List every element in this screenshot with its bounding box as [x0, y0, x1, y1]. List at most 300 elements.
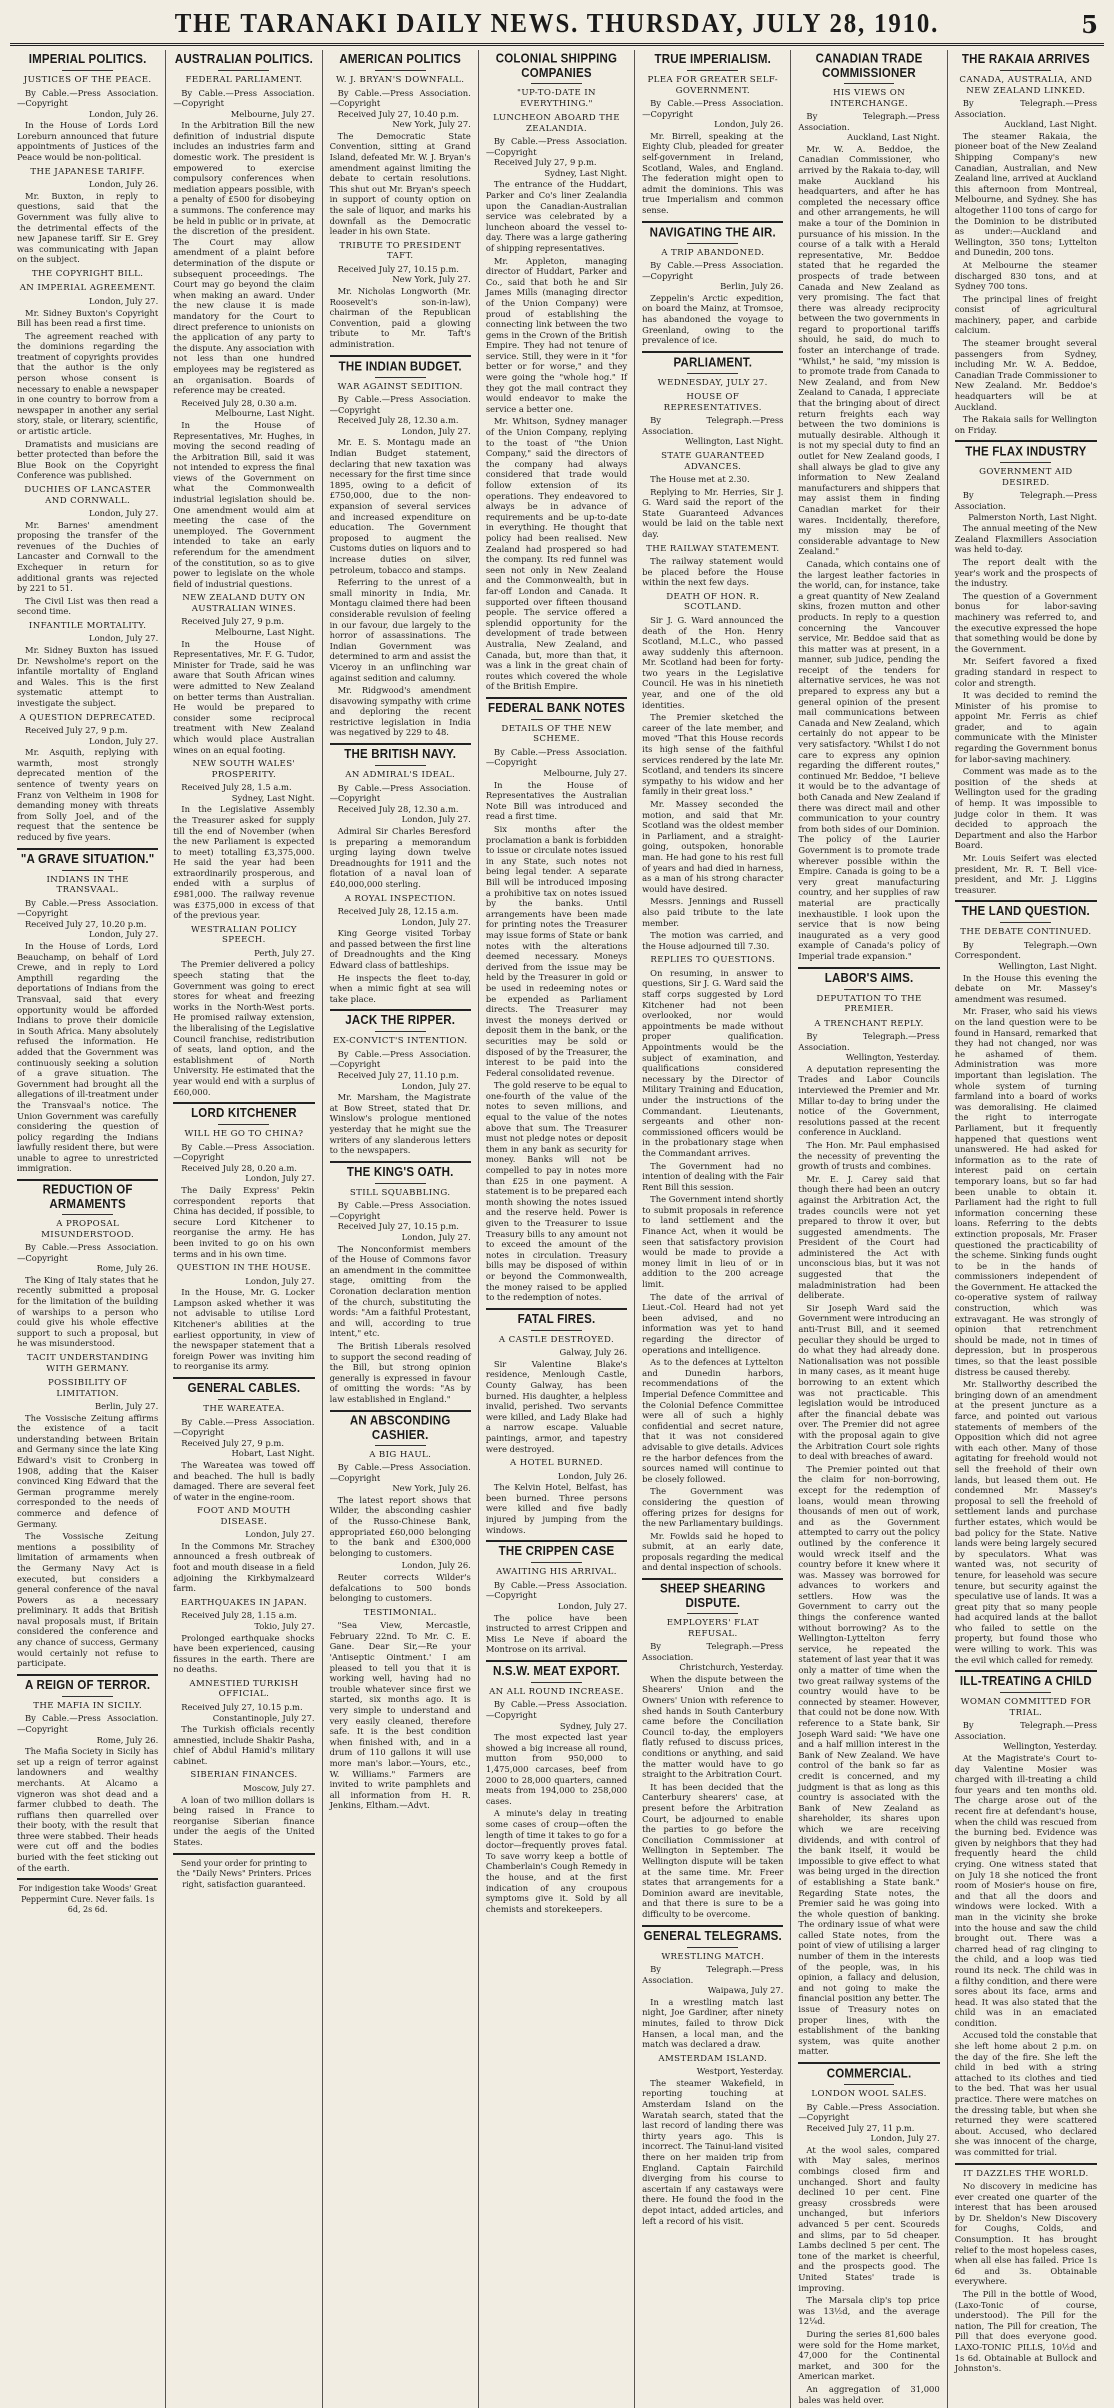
article-dateline: London, July 27. [245, 1529, 315, 1540]
article-paragraph: In the House of Representatives, Mr. Hughes, in moving the second reading of the Arbitration Bill, said it was not intended to express the final views of the Government on what the Commonwealth industrial legislation should be. One amendment would aim at meeting the case of the unemployed. The Government intended to take an early referendum for the amendment of the constitution, so as to give power to legislate on the whole field of industrial questions. [173, 419, 315, 589]
article [173, 1102, 314, 1372]
article-paragraph: The Nonconformist members of the House of Commons favor an amendment in the committee stage, omitting from the Coronation declaration mention of the church, substituting the words: "Am a faithful Protestant, and will, according to true intent," etc. [329, 1243, 471, 1339]
article-paragraph: The principal lines of freight consist of agricultural machinery, paper, and carbide calcium. [954, 293, 1097, 336]
headline-rule [687, 1613, 738, 1614]
article-subhead: EMPLOYERS' FLAT REFUSAL. [666, 1618, 759, 1639]
article-headline: LORD KITCHENER [191, 1107, 297, 1121]
article-paragraph: Mr. Sidney Buxton's Copyright Bill has been read a first time. [17, 307, 159, 329]
newspaper-title: THE TARANAKI DAILY NEWS. THURSDAY, JULY 28, 1910. [174, 8, 940, 38]
headline-rule [218, 1124, 269, 1125]
article-subhead: DETAILS OF THE NEW SCHEME. [501, 723, 612, 745]
article-paragraph: Zeppelin's Arctic expedition, on board the Mainz, at Tromsoe, has abandoned the voyage to Greenland, owing to the prevalence of ice. [642, 292, 784, 346]
article-paragraph: In the House of Lords Lord Loreburn announced that future appointments of Justices of the Peace would be non-political. [17, 120, 159, 163]
article-subhead: NEW ZEALAND DUTY ON AUSTRALIAN WINES. [182, 593, 306, 614]
article-paragraph: Mr. Sidney Buxton has issued Dr. Newsholme's report on the infantile mortality of England and Wales. This is the first systematic attempt to investigate the subject. [17, 645, 159, 708]
article [642, 1578, 783, 1919]
article-byline: Received July 27, 11 p.m. [806, 2122, 915, 2133]
article-byline: By Cable.—Press Association.—Copyright [485, 1699, 628, 1720]
article-paragraph: Replying to Mr. Herries, Sir J. G. Ward said the report of the State Guaranteed Advances would be laid on the table next day. [642, 486, 784, 540]
article-paragraph: The steamer brought several passengers from Sydney, including Mr. W. A. Beddoe, Canadian Trade Commissioner to New Zealand. Mr. Beddoe's headquarters will be at Auckland. [954, 338, 1097, 412]
article-subhead: NEW SOUTH WALES' PROSPERITY. [192, 759, 296, 780]
article-dateline: London, July 26. [557, 1470, 628, 1481]
article-divider [955, 2163, 1097, 2165]
article-dateline: London, July 27. [89, 633, 159, 644]
article-subhead: HIS VIEWS ON INTERCHANGE. [830, 88, 908, 109]
article [955, 54, 1097, 435]
article-divider [486, 697, 627, 699]
article-divider [798, 2062, 939, 2064]
article-byline: By Cable.—Press Association.—Copyright [485, 136, 628, 157]
article-paragraph: Prolonged earthquake shocks have been experienced, causing fissures in the earth. There are no deaths. [173, 1632, 315, 1675]
article-paragraph: When the dispute between the Shearers' Union and the Owners' Union with reference to shed hands in South Canterbury came before the Conciliation Council to-day, the employers flatly refused to discuss prices, conditions or anything, and said the matter would have to go straight to the Arbitration Court. [642, 1673, 784, 1780]
article-paragraph: King George visited Torbay and passed between the first line of Dreadnoughts and the King Edward class of battleships. [329, 928, 471, 970]
article-byline: Received July 28, 12.30 a.m. [337, 803, 459, 814]
article-divider [17, 848, 158, 850]
article-byline: Received July 28, 1.15 a.m. [181, 1610, 297, 1621]
article-subhead: A QUESTION DEPRECATED. [19, 712, 156, 723]
headline-rule [531, 719, 582, 720]
article-divider [17, 1878, 158, 1880]
article-paragraph: Referring to the unrest of a small minority in India, Mr. Montagu claimed there had been considerable revulsion of feeling in our favour, due largely to the horror of assassinations. The Indian Government was determined to arm and assist the Viceroy in an unflinching war against sedition and calumny. [329, 577, 471, 683]
article-subhead: WAR AGAINST SEDITION. [337, 381, 463, 392]
article-subhead: FEDERAL PARLIAMENT. [185, 75, 303, 85]
article-subhead: SIBERIAN FINANCES. [190, 1770, 298, 1781]
article-paragraph: Dramatists and musicians are better protected than before the Blue Book on the Copyright Conference was published. [17, 438, 159, 481]
article-subhead: THE DEBATE CONTINUED. [960, 927, 1092, 938]
article-paragraph: The Government intend shortly to submit proposals in reference to land settlement and the Finance Act, when it would be seen that satisfactory provision would be made to provide a money limit in lieu of or in addition to the 200 acreage limit. [642, 1194, 784, 1290]
article-headline: THE KING'S OATH. [346, 1166, 454, 1180]
article-subhead: WEDNESDAY, JULY 27. [657, 377, 768, 388]
article-dateline: Wellington, Yesterday. [845, 1052, 940, 1063]
article-paragraph: Mr. W. A. Beddoe, the Canadian Commissioner, who arrived by the Rakaia to-day, will make Auckland his headquarters, and after he has completed the necessary office and other arrangements, he will make a tour of the Dominion in pursuance of his mission. In the course of a talk with a Herald representative, Mr. Beddoe stated that he regarded the prospects of trade between Canada and New Zealand as very promising. The fact that there was already reciprocity between the two governments in regard to proportional tariffs should, he said, do much to foster an interchange of trade. "Whilst," he said, "my mission is to promote trade from Canada to New Zealand, and from New Zealand to Canada, I appreciate that the bringing about of direct return freights each way between the two dominions is mutually desirable. Although it is not my special duty to find an outlet for New Zealand goods, I shall always be glad to give any information to New Zealand manufacturers and shippers that may assist them in finding Canadian market for their wares. Incidentally, therefore, my mission may be of considerable advantage to New Zealand." [798, 143, 940, 557]
article-headline: THE LAND QUESTION. [961, 905, 1090, 919]
article [486, 1660, 627, 1914]
article-dateline: Auckland, Last Night. [847, 132, 940, 143]
article-subhead: GOVERNMENT AID DESIRED. [979, 467, 1073, 488]
headline-rule [531, 1562, 582, 1563]
article-dateline: London, July 26. [89, 179, 159, 190]
article [17, 54, 158, 843]
article-byline: Received July 28, 0.20 a.m. [181, 1162, 297, 1173]
headline-rule [218, 70, 269, 71]
article-byline: By Cable.—Press Association.—Copyright [798, 2101, 940, 2123]
article-paragraph: During the series 81,600 bales were sold for the Home market, 47,000 for the Continental market, and 300 for the American market. [798, 2328, 940, 2382]
article-subhead: INFANTILE MORTALITY. [28, 620, 147, 631]
article-byline: By Cable.—Press Association.—Copyright [329, 1462, 471, 1483]
article-paragraph: The Kelvin Hotel, Belfast, has been burned. Three persons were killed and five badly injured by jumping from the windows. [485, 1482, 628, 1535]
article-subhead: EX-CONVICT'S INTENTION. [332, 1036, 468, 1047]
article-byline: By Cable.—Press Association.—Copyright [329, 1048, 471, 1070]
article-paragraph: Mr. Marsham, the Magistrate at Bow Street, stated that Dr. Winslow's prologue mentioned yesterday that he might sue the writers of any slanderous letters to the newspapers. [329, 1092, 471, 1156]
article-paragraph: Mr. Birrell, speaking at the Eighty Club, pleaded for greater self-government in Ireland, Scotland, Wales, and England. The federation might open to admit the dominions. This was true Imperialism and common sense. [642, 130, 784, 215]
article-headline: THE FLAX INDUSTRY [965, 445, 1087, 459]
article-dateline: London, July 27. [401, 1080, 471, 1091]
headline-rule [375, 1031, 426, 1032]
article-dateline: London, July 27. [89, 295, 159, 306]
article-paragraph: The question of a Government bonus for labor-saving machinery was referred to, and the executive expressed the hope that something would be done by the Government. [954, 590, 1097, 654]
article [486, 1540, 627, 1655]
article-headline: "A GRAVE SITUATION." [20, 852, 155, 867]
article-byline: By Telegraph.—Press Association. [642, 415, 784, 436]
article [642, 54, 783, 216]
article-paragraph: The police have been instructed to arrest Crippen and Miss Le Neve if aboard the Montrose on its arrival. [485, 1612, 628, 1655]
article-paragraph: The entrance of the Huddart, Parker and Co's liner Zealandia upon the Canadian-Australian service was celebrated by a luncheon aboard the vessel to-day. There was a large gathering of shipping representatives. [485, 179, 628, 253]
headline-rule [844, 989, 895, 990]
headline-rule [844, 83, 895, 84]
article-paragraph: The House met at 2.30. [650, 474, 750, 485]
article [17, 1878, 158, 1916]
article-headline: AMERICAN POLITICS [339, 53, 461, 67]
headline-rule [687, 70, 738, 71]
article-paragraph: Sir Valentine Blake's residence, Menlough Castle, County Galway, has been burned. His daughter, a helpless invalid, perished. Two servants were killed, and Lady Blake had a narrow escape. Valuable paintings, armor, and tapestry were destroyed. [485, 1358, 628, 1454]
masthead [10, 8, 1104, 46]
article-dateline: London, July 26. [89, 108, 159, 119]
article-subhead: STILL SQUABBLING. [349, 1187, 451, 1198]
article-paragraph: The Democratic State Convention, sitting at Grand Island, defeated Mr. W. J. Bryan's amendment against limiting the debate to certain resolutions. This shut out Mr. Bryan's speech in support of county option on the sale of liquor, and marks his downfall as the Democratic leader in his own State. [329, 130, 471, 237]
article-dateline: Christchurch, Yesterday. [679, 1662, 784, 1673]
article-divider [955, 1670, 1097, 1672]
article [17, 848, 158, 1174]
article-byline: Received July 28, 0.30 a.m. [181, 397, 297, 408]
article-paragraph: At Melbourne the steamer discharged 830 tons, and at Sydney 700 tons. [954, 259, 1097, 292]
article-dateline: Berlin, July 26. [720, 281, 784, 292]
article-paragraph: An aggregation of 31,000 bales was held over. [798, 2383, 940, 2405]
article-paragraph: The date of the arrival of Lieut.-Col. Heard had not yet been advised, and no information was yet to hand regarding the director of operations and intelligence. [642, 1291, 784, 1355]
article-headline: N.S.W. MEAT EXPORT. [493, 1665, 620, 1679]
article-headline: LABOR'S AIMS. [824, 971, 914, 986]
article-headline: THE RAKAIA ARRIVES [961, 53, 1090, 67]
article-headline: JACK THE RIPPER. [345, 1014, 456, 1028]
article-divider [17, 1674, 158, 1676]
article-paragraph: The latest report shows that Wilder, the absconding cashier of the Russo-Chinese Bank, appropriated £60,000 belonging to the bank and £300,000 belonging to customers. [329, 1494, 471, 1558]
headline-rule [375, 1183, 426, 1184]
article-byline: By Telegraph.—Press Association. [954, 98, 1097, 119]
article-dateline: London, July 27. [401, 425, 471, 436]
article-headline: TRUE IMPERIALISM. [654, 53, 772, 67]
article-paragraph: The Rakaia sails for Wellington on Friday. [954, 414, 1097, 435]
article-paragraph: In the Commons Mr. Strachey announced a fresh outbreak of foot and mouth disease in a field adjoining the Kirkbymalzeard farm. [173, 1540, 315, 1594]
article-paragraph: Messrs. Jennings and Russell also paid tribute to the late member. [642, 896, 784, 928]
article-divider [486, 1540, 627, 1542]
article-subhead: A CASTLE DESTROYED. [498, 1334, 615, 1345]
article-paragraph: He inspects the fleet to-day, when a mimic fight at sea will take place. [329, 972, 471, 1004]
article-headline: GENERAL CABLES. [187, 1382, 301, 1396]
article-subhead: W. J. BRYAN'S DOWNFALL. [336, 75, 465, 85]
article-byline: By Cable.—Press Association.—Copyright [173, 1141, 315, 1163]
article-divider [642, 221, 783, 223]
article-divider [330, 1161, 471, 1163]
article-subhead: AMNESTIED TURKISH OFFICIAL. [189, 1678, 299, 1700]
article [798, 967, 939, 2058]
article-subhead: A BIG HAUL. [369, 1449, 432, 1460]
article-paragraph: In the House this evening the debate on Mr. Massey's amendment was resumed. [954, 972, 1097, 1004]
article-byline: By Cable.—Press Association.—Copyright [642, 98, 784, 119]
article-subhead: PLEA FOR GREATER SELF-GOVERNMENT. [647, 75, 779, 96]
article [173, 1853, 314, 1891]
article-divider [955, 900, 1097, 902]
article [486, 1308, 627, 1536]
article [330, 743, 471, 1004]
article-paragraph: The Premier delivered a policy speech stating that the Government was going to erect stores for wheat and freezing works in the North-West ports. He promised railway extension, the liberalising of the Legislative Council franchise, redistribution of seats, land option, and the establishment of North University. He estimated that the year would end with a surplus of £60,000. [173, 959, 315, 1097]
article-paragraph: Reuter corrects Wilder's defalcations to 500 bonds belonging to customers. [329, 1572, 471, 1604]
article-paragraph: The King of Italy states that he recently submitted a proposal for the limitation of the building of warships to a person who could give his whole effective support to such a proposal, but he was misunderstood. [17, 1274, 159, 1349]
article-byline: By Cable.—Press Association.—Copyright [329, 1200, 471, 1221]
article-headline: COLONIAL SHIPPING COMPANIES [495, 52, 618, 81]
column-5 [635, 50, 791, 2408]
article-byline: Received July 27, 9 p.m. [25, 725, 128, 736]
article [798, 54, 939, 962]
article-subhead: DEPUTATION TO THE PREMIER. [816, 993, 922, 1014]
article-paragraph: In the Legislative Assembly the Treasurer asked for supply till the end of November (when the new Parliament is expected to meet) totalling £3,375,000. He said the year had been extraordinarily prosperous, and ended with a surplus of £981,000. The railway revenue was £375,000 in excess of that of the previous year. [173, 804, 315, 921]
article-paragraph: In the House, Mr. G. Locker Lampson asked whether it was not advisable to utilise Lord Kitchener's abilities at the earliest opportunity, in view of the newspaper statement that a foreign Power was inviting him to reorganise its army. [173, 1287, 315, 1372]
article-paragraph: The Government had no intention of dealing with the Fair Rent Bill this session. [642, 1160, 784, 1192]
article-paragraph: Comment was made as to the position of the sheds at Wellington used for the grading of hemp. It was impossible to judge color in them. It was decided to approach the Department and also the Harbor Board. [954, 766, 1097, 851]
article-paragraph: The gold reserve to be equal to one-fourth of the value of the notes to seven millions, and equal to the value of the notes above that sum. The Treasurer must not pledge notes or deposit them in any bank as security for money. Banks will not be compelled to pay in notes more than £25 in one payment. A statement is to be prepared each month showing the notes issued and the reserve held. Power is given to the Treasurer to issue Treasury bills to any amount not to exceed the amount of the notes in circulation. Treasury bills may be disposed of within or beyond the Commonwealth, the money raised to be applied to the redemption of notes. [485, 1080, 628, 1303]
article-divider [330, 743, 471, 745]
headline-rule [687, 1947, 738, 1948]
article-dateline: Rome, July 26. [96, 1734, 159, 1745]
article-subhead: DUCHIES OF LANCASTER AND CORNWALL. [24, 485, 152, 506]
article-dateline: Galway, July 26. [559, 1347, 628, 1358]
article-subhead: A PROPOSAL MISUNDERSTOOD. [41, 1219, 135, 1240]
article-divider [955, 440, 1097, 442]
article-subhead: "UP-TO-DATE IN EVERYTHING." [517, 88, 596, 109]
article-dateline: Wellington, Last Night. [684, 436, 784, 447]
headline-rule [531, 83, 582, 84]
article-headline: IMPERIAL POLITICS. [28, 53, 147, 67]
headline-rule [62, 70, 113, 71]
article-subhead: THE WAREATEA. [203, 1404, 285, 1415]
article-paragraph: At the wool sales, compared with May sales, merinos combings closed firm and unchanged. Short and faulty declined 10 per cent. Fine greasy crossbreds were unchanged, but inferiors advanced 5 per cent. Scoureds and slims, par to 5d cheaper. Lambs declined 5 per cent. The tone of the market is cheerful, and the prospects good. The United States' trade is improving. [798, 2144, 940, 2293]
article-byline: Received July 27, 10.15 p.m. [337, 263, 459, 274]
column-2 [166, 50, 322, 2408]
article-byline: Received July 27, 10.20 p.m. [25, 918, 147, 929]
headline-rule [531, 1682, 582, 1683]
article-paragraph: Mr. Nicholas Longworth (Mr. Roosevelt's son-in-law), chairman of the Republican Convention, paid a glowing tribute to Mr. Taft's administration. [329, 286, 471, 349]
article-paragraph: In the Arbitration Bill the new definition of industrial dispute includes an industries farm and domestic work. The president is empowered to exercise compulsory conferences when mediation appears possible, with a penalty of £500 for disobeying a summons. The conference may be held in public or in private, at the discretion of the president. The Court may allow amendment of a plaint before determination of the dispute or subsequent proceedings. The Court may go beyond the claim when making an award. Under the new clause it is made mandatory for the Court to direct preference to unionists on the application of any party to the dispute. Any association with not less than one hundred employees may be registered as an organisation. Boards of reference may be created. [173, 120, 315, 396]
headline-rule [62, 1214, 113, 1215]
article-divider [486, 1660, 627, 1662]
page-number: 5 [1081, 10, 1098, 39]
article-byline: By Cable.—Press Association.—Copyright [17, 87, 159, 109]
headline-rule [62, 870, 113, 871]
headline-rule [687, 243, 738, 244]
article-dateline: Constantinople, July 27. [212, 1712, 315, 1723]
article-dateline: Rome, July 26. [96, 1263, 159, 1274]
article-headline: FATAL FIRES. [517, 1313, 596, 1327]
article-paragraph: Mr. Appleton, managing director of Huddart, Parker and Co., said that both he and Sir James Mills (managing director of the Union Company) were proud of establishing the connecting link between the two gems in the Crown of the British Empire. They had not tenure of service. Still, they were in it "for better or for worse," and they were going the "whole hog." If they got the mail contract they would endeavor to make the service a better one. [485, 255, 628, 414]
article-divider [330, 1009, 471, 1011]
article-subhead: THE JAPANESE TARIFF. [30, 166, 145, 177]
article-divider [486, 1308, 627, 1310]
article-subhead: REPLIES TO QUESTIONS. [650, 955, 776, 966]
article-dateline: London, July 27. [89, 929, 159, 940]
article-paragraph: Mr. Ridgwood's amendment disavowing sympathy with crime and deploring the recent restrictive legislation in India was negatived by 229 to 48. [329, 685, 471, 738]
headline-rule [687, 373, 738, 374]
article-paragraph: A deputation representing the Trades and Labor Councils interviewed the Premier and Mr. Millar to-day to bring under the notice of the Government, resolutions passed at the recent conference in Auckland. [798, 1063, 940, 1138]
column-1 [10, 50, 166, 2408]
article-paragraph: The Vossische Zeitung mentions a possibility of limitation of armaments when the Germany Navy Act is executed, but considers a general conference of the naval Powers as a necessary preliminary. It adds that British naval proposals must, if Britain considered the conference and any chance of success, Germany would certainly not refuse to participate. [17, 1531, 159, 1669]
article-headline: THE CRIPPEN CASE [498, 1545, 615, 1559]
article-headline: PARLIAMENT. [673, 356, 753, 370]
article-subhead: LUNCHEON ABOARD THE ZEALANDIA. [493, 113, 620, 134]
article-dateline: Sydney, Last Night. [544, 167, 628, 178]
article-subhead: TRIBUTE TO PRESIDENT TAFT. [339, 240, 462, 262]
article-dateline: London, July 27. [89, 508, 159, 518]
article-paragraph: Mr. Stallworthy described the bringing down of an amendment at the present juncture as a farce, and pointed out various statements of members of the Opposition which did not agree with each other. Many of those agitating for freehold would not sell the freehold of their own lands, but leased them out. He condemned Mr. Massey's proposal to sell the freehold of settlement lands and purchase further estates, which would be bad policy for the State. Native lands were being largely secured by speculators. What was wanted was, not security of tenure, for leasehold was secure tenure, but security against the speculative use of lands. It was a great pity that so many people had acquired lands at the ballot who failed to settle on the property, but found those who were willing to work. This was the evil which called for remedy. [954, 1379, 1097, 1665]
article-dateline: Moscow, July 27. [243, 1782, 315, 1793]
article-dateline: London, July 27. [870, 2133, 940, 2144]
article-divider [17, 1179, 158, 1181]
article-divider [173, 1377, 314, 1379]
article-subhead: A HOTEL BURNED. [509, 1458, 604, 1469]
article-dateline: London, July 27. [89, 735, 159, 746]
article-paragraph: At the Magistrate's Court to-day Valentine Mosier was charged with ill-treating a child four years and ten months old. The charge arose out of the recent fire at defendant's house, when the child was rescued from the burning bed. Evidence was given by neighbors that they had frequently heard the child crying. One witness stated that on July 18 she noticed the front room of Mosier's house on fire, and that all the doors and windows were locked. With a man in the vicinity she broke into the house and saw the child brought out. There was a charred head of rag clinging to the child, and a loop was tied round its neck. The child was in a filthy condition, and there were sores about its face, arms and head. It was also stated that the child was in an emaciated condition. [954, 1753, 1097, 2028]
headline-rule [218, 1399, 269, 1400]
article-byline: By Cable.—Press Association.—Copyright [17, 1713, 159, 1734]
article-byline: By Telegraph.—Press Association. [798, 111, 940, 132]
article-subhead: THE MAFIA IN SICILY. [33, 1700, 143, 1711]
article-paragraph: Mr. Whitson, Sydney manager of the Union Company, replying to the toast of "the Union Company," said the directors of the company had always considered that trade would follow extension of its operations. They endeavored to always be in advance of requirements and be up-to-date in everything. He thought that policy had been realised. New Zealand had prospered so had the company. Its red funnel was seen not only in New Zealand and the Commonwealth, but in far-off London and Canada. It supported over fifteen thousand people. The service offered a splendid opportunity for the development of trade between Australia, New Zealand, and Canada, but, more than that, it was a link in the great chain of routes which covered the whole of the British Empire. [485, 416, 628, 692]
article-dateline: Sydney, Last Night. [231, 792, 315, 803]
article [642, 221, 783, 346]
article-byline: By Telegraph.—Own Correspondent. [954, 939, 1097, 961]
article [173, 1377, 314, 1848]
article-headline: REDUCTION OF ARMAMENTS [42, 1183, 133, 1212]
article [486, 54, 627, 692]
article-subhead: DEATH OF HON. R. SCOTLAND. [666, 591, 760, 613]
article-headline: FEDERAL BANK NOTES [488, 702, 625, 716]
article-subhead: HOUSE OF REPRESENTATIVES. [663, 392, 762, 413]
column-4 [479, 50, 635, 2408]
article-dateline: Wellington, Last Night. [998, 961, 1097, 972]
article-subhead: JUSTICES OF THE PEACE. [23, 75, 152, 85]
article-subhead: AN ALL ROUND INCREASE. [489, 1686, 624, 1697]
headline-rule [62, 1696, 113, 1697]
article-paragraph: Mr. E. J. Carey said that though there had been an outcry against the Arbitration Act, the trades councils were not yet prepared to throw it over, but suggested amendments. The President of the Court had administered the Act with unconscious bias, but it was not suggested that the maladministration had been deliberate. [798, 1173, 940, 1301]
article-paragraph: Admiral Sir Charles Beresford is preparing a memorandum urging laying down twelve Dreadnoughts for 1911 and the flotation of a naval loan of £40,000,000 sterling. [329, 825, 471, 889]
article-dateline: New York, July 27. [392, 274, 471, 285]
article [798, 2062, 939, 2405]
article-subhead: AMSTERDAM ISLAND. [658, 2053, 768, 2064]
article-paragraph: The Daily Express' Pekin correspondent reports that China has decided, if possible, to secure Lord Kitchener to reorganise the army. He has been invited to go on his own terms and in his own time. [173, 1185, 315, 1259]
article-paragraph: The Government was considering the question of offering prizes for designs for the new Parliamentary buildings. [642, 1486, 784, 1529]
article-dateline: London, July 26. [401, 1560, 471, 1571]
article [17, 1179, 158, 1669]
news-columns [10, 50, 1104, 2405]
article-paragraph: In a wrestling match last night, Joe Gardiner, after ninety minutes, failed to throw Dick Hansen, a local man, and the match was declared a draw. [642, 1996, 784, 2050]
article-dateline: London, July 27. [557, 1600, 628, 1611]
article-subhead: A TRIP ABANDONED. [661, 247, 765, 258]
article-byline: By Cable.—Press Association.—Copyright [642, 260, 784, 281]
article-paragraph: In the House of Representatives, Mr. F. G. Tudor, Minister for Trade, said he was aware that South African wines were admitted to New Zealand on better terms than Australian. He would be prepared to consider some reciprocal treatment with New Zealand which would place Australian wines on an equal footing. [173, 638, 315, 755]
article-subhead: AWAITING HIS ARRIVAL. [496, 1567, 617, 1578]
article [330, 355, 471, 739]
article-dateline: Berlin, July 27. [94, 1401, 159, 1411]
article-dateline: Hobart, Last Night. [231, 1448, 315, 1459]
article-paragraph: Canada, which contains one of the largest leather factories in the world, can, for instance, take a great quantity of New Zealand skins, frozen mutton and other products. In reply to a question concerning the Vancouver service, Mr. Beddoe said that as this matter was at present, in a manner, sub judice, pending the receipt of the tenders for alternative services, he was not prepared to express any but a general opinion of the present mail communications between Canada and New Zealand, which certainly do not appear to be very satisfactory. "Whilst I do not care to express any opinion regarding the different routes," continued Mr. Beddoe, "I believe it would be to the advantage of both Canada and New Zealand if there was direct mail and other communication to your country from both sides of our Dominion. The policy of the Laurier Government is to promote trade wherever possible within the Empire. Canada is going to be a very great manufacturing country, and her supplies of raw material are practically inexhaustible. I look upon the service that is now being inaugurated as a very good example of Canada's policy of Imperial trade expansion." [798, 558, 940, 961]
article-byline: Received July 28, 12.15 a.m. [337, 906, 459, 916]
article-paragraph: The report dealt with the year's work and the prospects of the industry. [954, 556, 1097, 589]
article-divider [173, 1102, 314, 1104]
article-byline: By Telegraph.—Press Association. [954, 1720, 1097, 1741]
article-dateline: Melbourne, July 27. [543, 768, 628, 779]
article-dateline: Auckland, Last Night. [1004, 119, 1097, 130]
article-paragraph: In the House of Representatives the Australian Note Bill was introduced and read a first time. [485, 779, 628, 822]
article-byline: By Telegraph.—Press Association. [642, 1964, 784, 1985]
article-paragraph: No discovery in medicine has ever created one quarter of the interest that has been aroused by Dr. Sheldon's New Discovery for Coughs, Colds, and Consumption. It has brought relief to the most hopeless cases, when all else has failed. Price 1s 6d and 3s. Obtainable everywhere. [954, 2181, 1097, 2287]
article-dateline: New York, July 26. [392, 1483, 471, 1494]
column-3 [323, 50, 479, 2408]
article-divider [642, 351, 783, 353]
article-subhead: POSSIBILITY OF LIMITATION. [47, 1378, 128, 1399]
article-subhead: WESTRALIAN POLICY SPEECH. [190, 924, 297, 946]
article [330, 54, 471, 350]
article-paragraph: The Wareatea was towed off and beached. The hull is badly damaged. There are several feet of water in the engine-room. [173, 1459, 315, 1502]
column-7 [948, 50, 1104, 2408]
article-dateline: London, July 27. [401, 1232, 471, 1243]
article-paragraph: The most expected last year showed a big increase all round, mutton from 950,000 to 1,475,000 carcases, beef from 2000 to 28,000 quarters, canned meats from 194,000 to 258,000 cases. [485, 1732, 628, 1806]
article [955, 2163, 1097, 2374]
article-paragraph: On resuming, in answer to questions, Sir J. G. Ward said the staff corps suggested by Lord Kitchener had not been overlooked, nor would appointments be made without proper qualification. Appointments would be the subject of examination, and qualifications considered necessary by the Director of Military Training and Education, under the instructions of the Commandant. Lieutenants, sergeants and other non-commissioned officers would be in the probationary stage when the Commandant arrives. [642, 967, 784, 1158]
article-dateline: Melbourne, Last Night. [215, 408, 315, 419]
article-headline: NAVIGATING THE AIR. [649, 225, 776, 240]
article-paragraph: Mr. Fraser, who said his views on the land question were to be found in Hansard, remarked that they had not changed, nor was he ashamed of them. Administration was more important than legislation. The whole system of turning farmland into a board of works was demoralising. He claimed the right to interrogate Parliament, but it frequently happened that questions went unanswered. He had asked for information as to the rate of interest paid on certain temporary loans, but so far had been unable to obtain it. Parliament had the right to full information concerning these loans. Referring to the debts extinction proposals, Mr. Fraser questioned the practicability of the scheme. Sinking funds ought to be in the hands of commissioners independent of the Government. He attacked the co-operative system of railway construction, which was extravagant. He was strongly of opinion that retrenchment should be made, not in times of depression, but in prosperous times, so that the least possible distress be caused thereby. [954, 1006, 1097, 1377]
article-paragraph: Mr. Fowlds said he hoped to submit, at an early date, proposals regarding the medical and dental inspection of schools. [642, 1530, 784, 1573]
article-headline: CANADIAN TRADE COMMISSIONER [815, 52, 923, 81]
article-byline: By Telegraph.—Press Association. [798, 1031, 940, 1052]
article-byline: Received July 27, 10.15 p.m. [181, 1701, 303, 1712]
article-headline: THE INDIAN BUDGET. [338, 359, 462, 374]
article-divider [642, 1925, 783, 1927]
article [955, 900, 1097, 1665]
headline-rule [375, 1445, 426, 1446]
article-subhead: WOMAN COMMITTED FOR TRIAL. [960, 1697, 1092, 1718]
article [330, 1009, 471, 1155]
article-byline: By Telegraph.—Press Association. [954, 490, 1097, 511]
article-byline: By Cable.—Press Association.—Copyright [173, 1416, 315, 1438]
headline-rule [375, 765, 426, 766]
article-dateline: New York, July 27. [392, 119, 471, 130]
article-subhead: FOOT AND MOUTH DISEASE. [197, 1506, 291, 1527]
advertisement: Send your order for printing to the "Daily News" Printers. Prices right, satisfaction guaranteed. [176, 1858, 312, 1889]
article-dateline: Westport, Yesterday. [696, 2066, 784, 2077]
article-divider [798, 967, 939, 969]
article [486, 697, 627, 1303]
article-dateline: Waipawa, July 27. [707, 1985, 784, 1996]
article-paragraph: Sir Joseph Ward said the Government were introducing an anti-Trust Bill, and it seemed peculiar they should be urged to do what they had already done. Nationalisation was not possible in many cases, as it meant huge borrowing to an extent which was not practicable. This legislation would be introduced after the financial debate was over. The Premier did not agree with the proposal again to give the Arbitration Court sole rights to deal with breaches of award. [798, 1302, 940, 1462]
article-subhead: TESTIMONIAL. [363, 1607, 437, 1618]
article [330, 1161, 471, 1405]
article-subhead: WRESTLING MATCH. [661, 1951, 765, 1962]
article-subhead: THE RAILWAY STATEMENT. [646, 543, 780, 554]
article-dateline: London, July 27. [401, 814, 471, 825]
article-paragraph: Accused told the constable that she left home about 2 p.m. on the day of the fire. She left the child in bed with a string attached to its clothes and tied to the bed. That was her usual practice. There were matches on the dressing table, but when she returned they were scattered about. Accused, who declared she was innocent of the charge, was committed for trial. [954, 2030, 1097, 2157]
article-byline: By Cable.—Press Association.—Copyright [329, 394, 471, 415]
article-dateline: Wellington, Yesterday. [1003, 1741, 1097, 1752]
article-subhead: QUESTION IN THE HOUSE. [176, 1263, 312, 1274]
article [17, 1674, 158, 1873]
article-dateline: London, July 27. [401, 916, 471, 927]
article-dateline: London, July 26. [714, 119, 784, 130]
article-byline: By Cable.—Press Association.—Copyright [17, 1242, 159, 1263]
article-dateline: Melbourne, July 27. [230, 108, 315, 119]
article-byline: Received July 28, 1.5 a.m. [181, 782, 292, 793]
headline-rule [531, 1330, 582, 1331]
article-subhead: A TRENCHANT REPLY. [814, 1018, 924, 1029]
article-paragraph: The annual meeting of the New Zealand Flaxmillers Association was held to-day. [954, 523, 1097, 555]
article-subhead: AN ADMIRAL'S IDEAL. [345, 770, 456, 781]
